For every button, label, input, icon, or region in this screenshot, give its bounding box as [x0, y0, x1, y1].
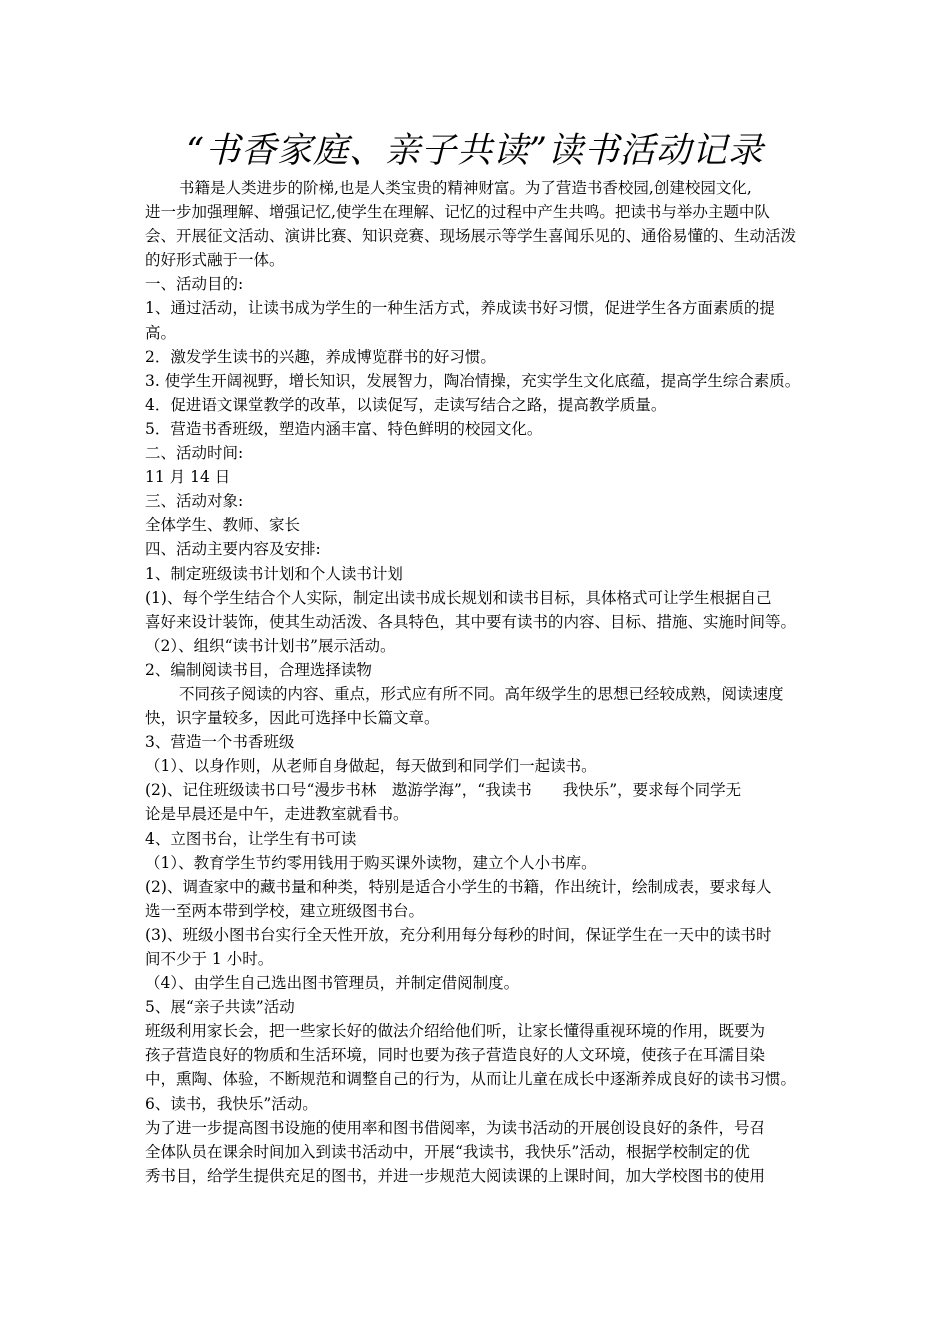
text-line: 2．激发学生读书的兴趣，养成博览群书的好习惯。 — [145, 347, 496, 366]
text-line: 一、活动目的: — [145, 275, 244, 294]
text-line: （1）、以身作则，从老师自身做起，每天做到和同学们一起读书。 — [145, 757, 597, 776]
text-line: 不同孩子阅读的内容、重点，形式应有所不同。高年级学生的思想已经较成熟，阅读速度 — [179, 684, 784, 703]
text-line: （2）、组织“读书计划书”展示活动。 — [145, 636, 396, 655]
text-line: 全体队员在课余时间加入到读书活动中，开展“我读书，我快乐”活动，根据学校制定的优 — [145, 1142, 750, 1161]
text-line: (2)、调查家中的藏书量和种类，特别是适合小学生的书籍，作出统计，绘制成表，要求每人 — [145, 877, 772, 896]
text-line: 的好形式融于一体。 — [145, 251, 285, 270]
text-line: 二、活动时间: — [145, 444, 244, 463]
text-line: 3、营造一个书香班级 — [145, 733, 295, 752]
text-line: 全体学生、教师、家长 — [145, 516, 301, 535]
text-line: (2)、记住班级读书口号“漫步书林 遨游学海”，“我读书 我快乐”，要求每个同学无 — [145, 781, 742, 800]
text-line: 选一至两本带到学校，建立班级图书台。 — [145, 901, 425, 920]
text-line: 快，识字量较多，因此可选择中长篇文章。 — [145, 709, 440, 728]
text-line: 书籍是人类进步的阶梯,也是人类宝贵的精神财富。为了营造书香校园,创建校园文化, — [179, 179, 752, 197]
text-line: 2、编制阅读书目，合理选择读物 — [145, 660, 372, 679]
text-line: (1)、每个学生结合个人实际，制定出读书成长规划和读书目标，具体格式可让学生根据自己 — [145, 588, 772, 607]
text-line: 秀书目，给学生提供充足的图书，并进一步规范大阅读课的上课时间，加大学校图书的使用 — [145, 1166, 766, 1185]
text-line: 5、展“亲子共读”活动 — [145, 998, 295, 1017]
text-line: 1、通过活动，让读书成为学生的一种生活方式，养成读书好习惯，促进学生各方面素质的提 — [145, 299, 775, 318]
text-line: 班级利用家长会，把一些家长好的做法介绍给他们听，让家长懂得重视环境的作用，既要为 — [145, 1022, 766, 1041]
text-line: 4．促进语文课堂教学的改革，以读促写，走读写结合之路，提高教学质量。 — [145, 395, 667, 414]
text-line: 4、立图书台，让学生有书可读 — [145, 829, 357, 848]
text-line: 论是早晨还是中午，走进教室就看书。 — [145, 805, 409, 824]
text-line: 高。 — [145, 323, 177, 342]
document-title: “书香家庭、亲子共读”读书活动记录 — [186, 131, 764, 171]
text-line: 进一步加强理解、增强记忆,使学生在理解、记忆的过程中产生共鸣。把读书与举办主题中队 — [145, 203, 770, 222]
text-line: 5．营造书香班级，塑造内涵丰富、特色鲜明的校园文化。 — [145, 419, 543, 438]
text-line: 四、活动主要内容及安排: — [145, 540, 321, 559]
text-line: （1）、教育学生节约零用钱用于购买课外读物，建立个人小书库。 — [145, 853, 597, 872]
text-line: 中，熏陶、体验，不断规范和调整自己的行为，从而让儿童在成长中逐渐养成良好的读书习惯。 — [145, 1070, 797, 1089]
text-line: 孩子营造良好的物质和生活环境，同时也要为孩子营造良好的人文环境，使孩子在耳濡目染 — [145, 1046, 766, 1065]
text-line: 会、开展征文活动、演讲比赛、知识竞赛、现场展示等学生喜闻乐见的、通俗易懂的、生动活泼 — [145, 227, 797, 246]
document-body — [145, 176, 820, 1188]
text-line: 为了进一步提高图书设施的使用率和图书借阅率，为读书活动的开展创设良好的条件，号召 — [145, 1118, 766, 1137]
text-line: 1、制定班级读书计划和个人读书计划 — [145, 564, 403, 583]
text-line: 喜好来设计装饰，使其生动活泼、各具特色，其中要有读书的内容、目标、措施、实施时间等。 — [145, 612, 797, 631]
text-line: （4）、由学生自己选出图书管理员，并制定借阅制度。 — [145, 974, 520, 993]
text-line: (3)、班级小图书台实行全天性开放，充分利用每分每秒的时间，保证学生在一天中的读书时 — [145, 925, 772, 944]
text-line: 11 月 14 日 — [145, 468, 231, 487]
text-line: 间不少于 1 小时。 — [145, 950, 274, 968]
text-line: 3. 使学生开阔视野，增长知识，发展智力，陶冶情操，充实学生文化底蕴，提高学生综合素质。 — [145, 371, 801, 390]
text-line: 三、活动对象: — [145, 492, 244, 511]
text-line: 6、读书，我快乐”活动。 — [145, 1094, 318, 1113]
